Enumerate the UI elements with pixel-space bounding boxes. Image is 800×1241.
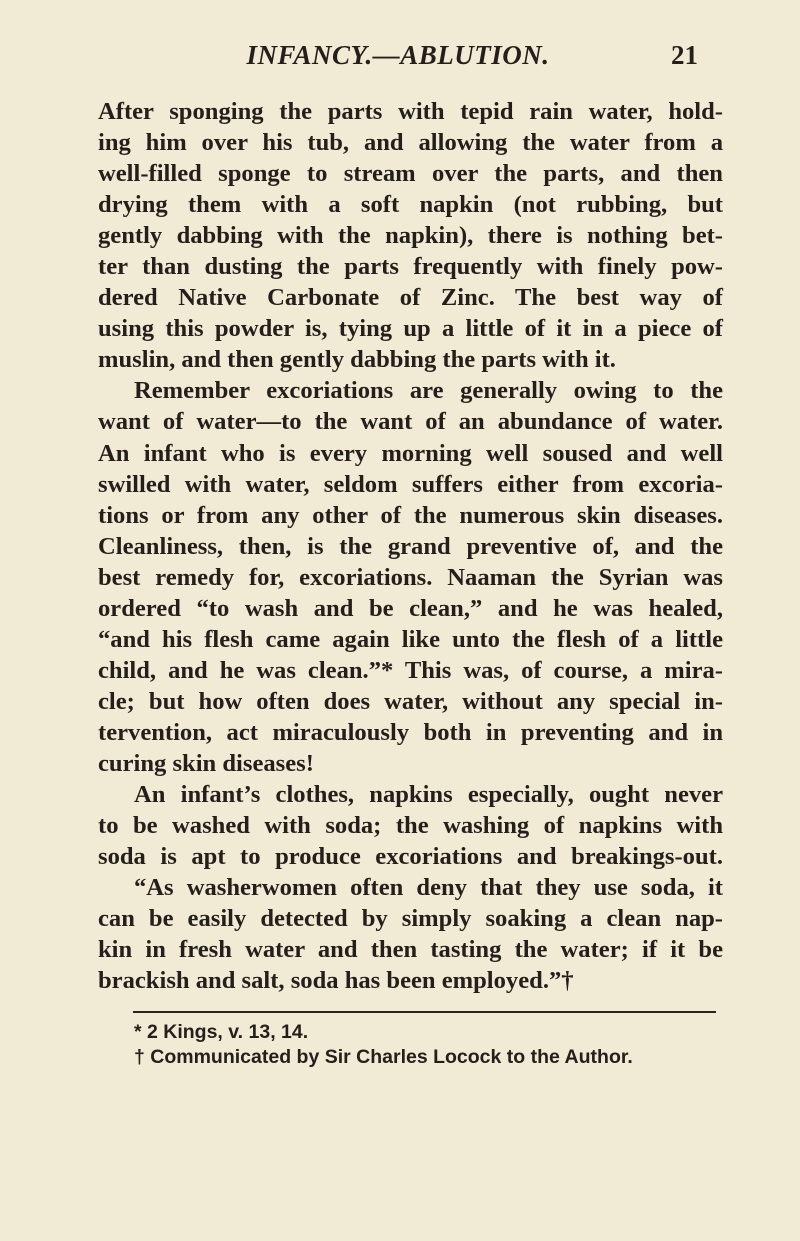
text-line: soda is apt to produce excoriations and breakings-out. [98,843,723,871]
text-line: swilled with water, seldom suffers either from excoria- [98,470,723,498]
text-line: drying them with a soft napkin (not rubbing, but [98,191,723,219]
text-line: After sponging the parts with tepid rain water, hold- [98,98,723,125]
text-line: brackish and salt, soda has been employed.”† [98,967,574,995]
footnote-rule [133,1011,716,1013]
text-line: Remember excoriations are generally owing to the [134,377,723,405]
text-line: ter than dusting the parts frequently with finely pow- [98,253,723,281]
text-line: want of water—to the want of an abundance of water. [98,408,723,436]
text-line: An infant who is every morning well soused and well [98,439,723,467]
text-line: kin in fresh water and then tasting the water; if it be [98,936,723,964]
text-line: tervention, act miraculously both in preventing and in [98,718,723,746]
page-number: 21 [671,40,698,70]
text-line: Cleanliness, then, is the grand preventive of, and the [98,532,723,560]
text-line: tions or from any other of the numerous skin diseases. [98,501,723,529]
text-line: curing skin diseases! [98,749,314,777]
page-header [98,18,698,78]
text-line: ing him over his tub, and allowing the water from a [98,129,723,157]
text-line: ordered “to wash and be clean,” and he was healed, [98,594,723,622]
footnote: † Communicated by Sir Charles Locock to the Author. [134,1046,633,1068]
text-line: gently dabbing with the napkin), there is nothing bet- [98,222,723,250]
text-line: dered Native Carbonate of Zinc. The best way of [98,284,723,312]
text-line: to be washed with soda; the washing of napkins with [98,812,723,840]
text-line: using this powder is, tying up a little of it in a piece of [98,315,723,343]
text-line: cle; but how often does water, without any special in- [98,687,723,715]
text-line: “and his flesh came again like unto the flesh of a little [98,625,723,653]
footnote: * 2 Kings, v. 13, 14. [134,1021,309,1043]
footnotes [134,1020,734,1070]
running-head: INFANCY.—ABLUTION. [246,40,550,70]
text-line: best remedy for, excoriations. Naaman the Syrian was [98,563,723,591]
text-line: well-filled sponge to stream over the parts, and then [98,160,723,188]
text-line: child, and he was clean.”* This was, of course, a mira- [98,656,723,684]
body-text [98,96,723,996]
text-line: An infant’s clothes, napkins especially, ought never [134,781,723,809]
text-line: can be easily detected by simply soaking a clean nap- [98,905,723,933]
text-line: muslin, and then gently dabbing the parts with it. [98,346,616,374]
text-line: “As washerwomen often deny that they use soda, it [134,874,723,902]
